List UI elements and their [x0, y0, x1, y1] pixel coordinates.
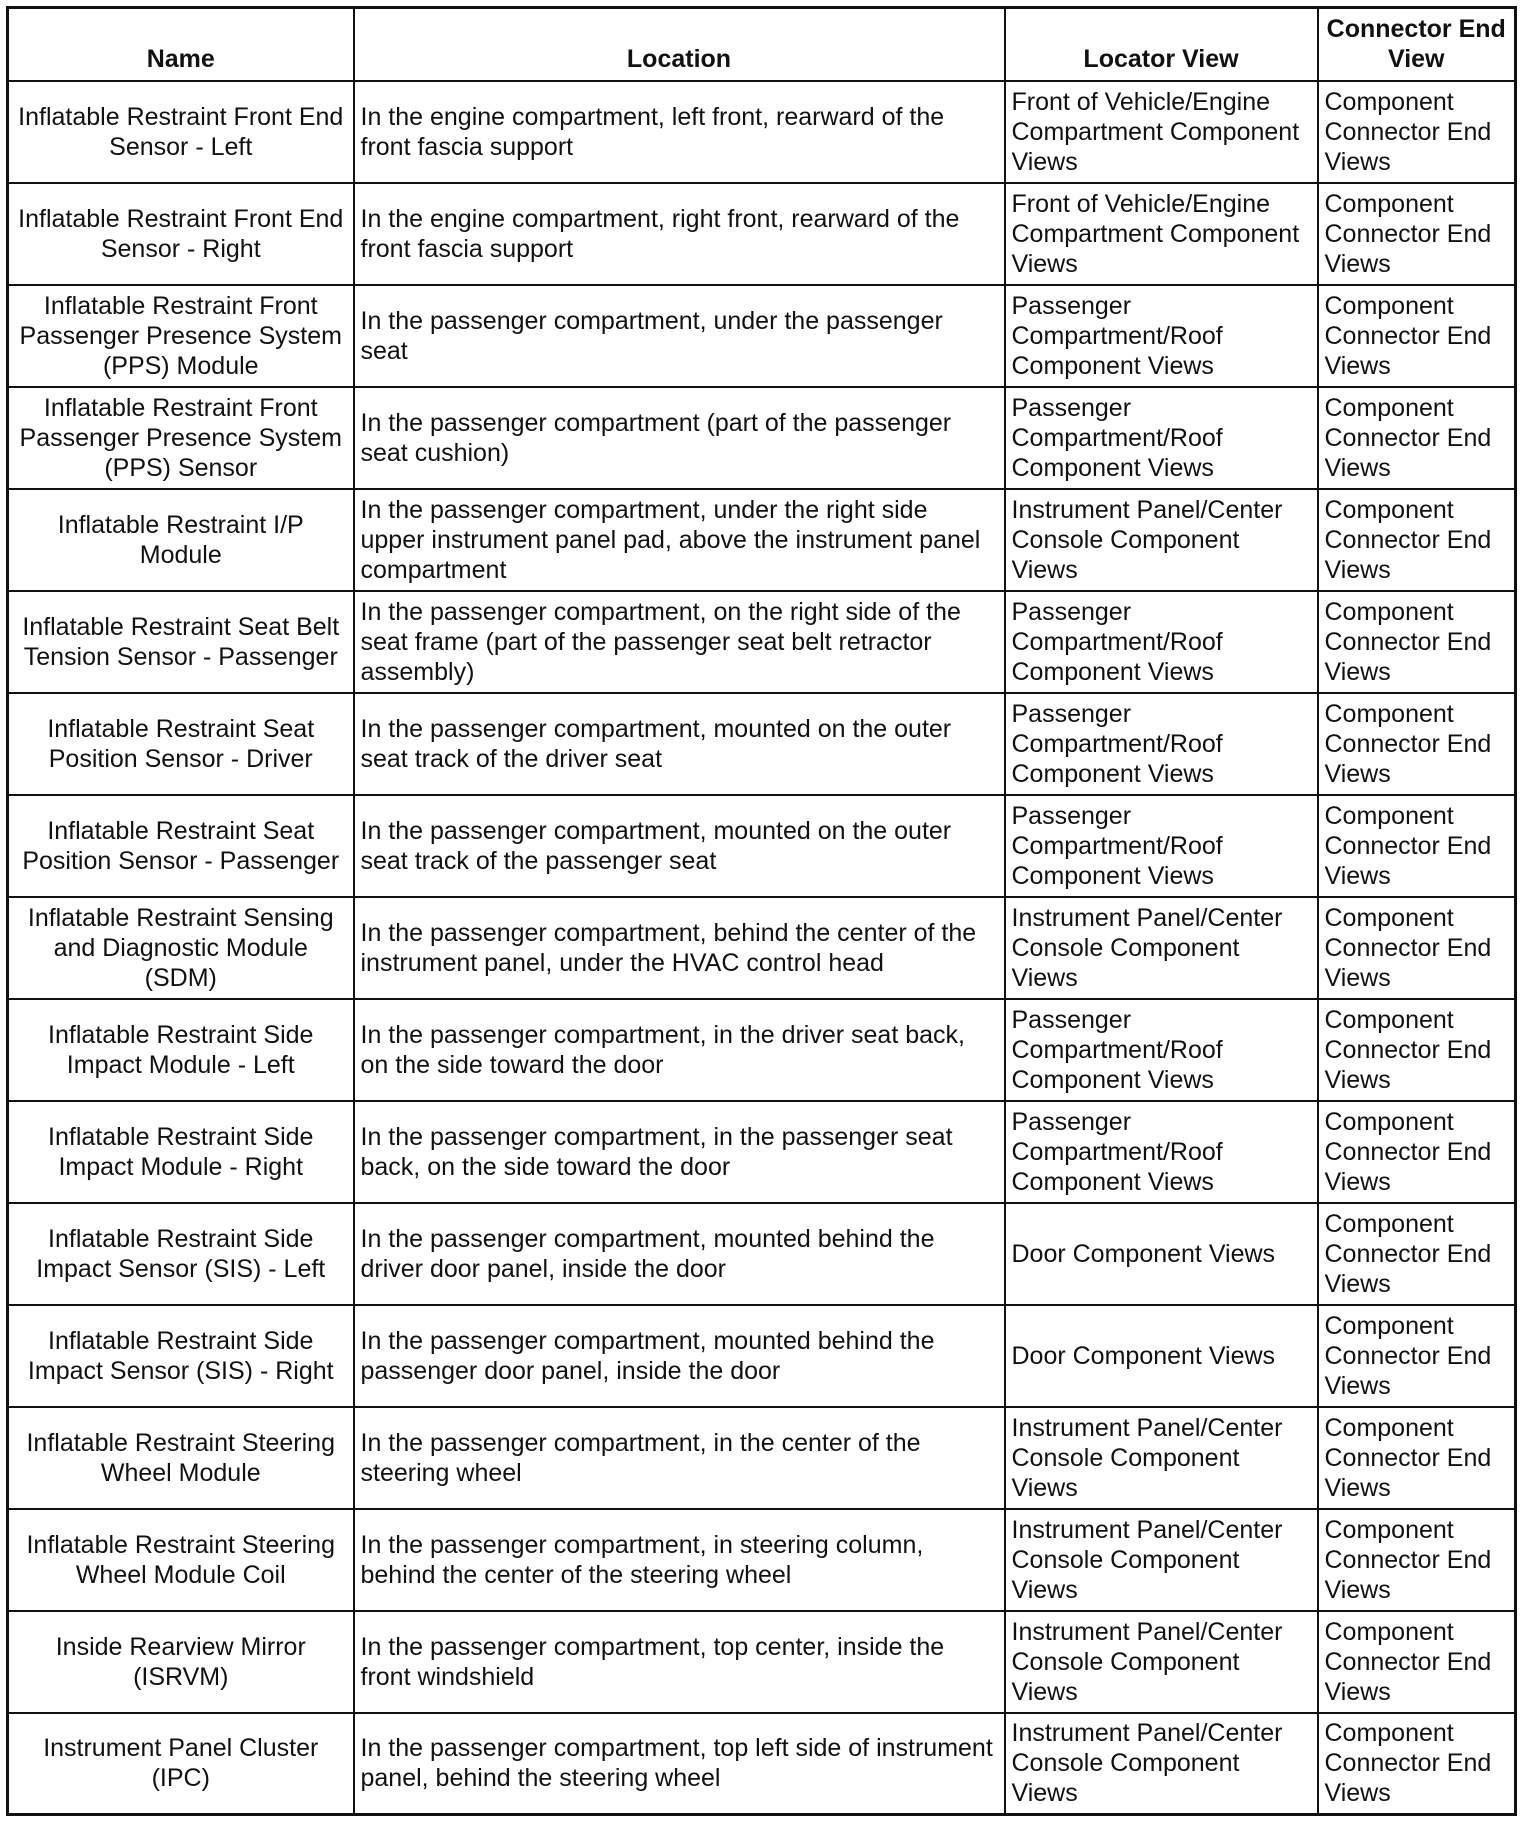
connector-end-view-cell: Component Connector End Views — [1318, 1407, 1516, 1509]
location-cell: In the passenger compartment, mounted behind the driver door panel, inside the door — [354, 1203, 1005, 1305]
name-cell: Inflatable Restraint Seat Belt Tension Sensor - Passenger — [8, 591, 354, 693]
name-cell: Inflatable Restraint Steering Wheel Module Coil — [8, 1509, 354, 1611]
location-cell: In the passenger compartment, in the driver seat back, on the side toward the door — [354, 999, 1005, 1101]
locator-view-cell: Instrument Panel/Center Console Component Views — [1005, 1713, 1318, 1815]
location-cell: In the passenger compartment, under the right side upper instrument panel pad, above the instrument panel compartment — [354, 489, 1005, 591]
locator-view-cell: Front of Vehicle/Engine Compartment Component Views — [1005, 183, 1318, 285]
connector-end-view-cell: Component Connector End Views — [1318, 387, 1516, 489]
column-header-connector-end-view: Connector End View — [1318, 8, 1516, 81]
location-cell: In the engine compartment, right front, rearward of the front fascia support — [354, 183, 1005, 285]
connector-end-view-cell: Component Connector End Views — [1318, 693, 1516, 795]
column-header-location: Location — [354, 8, 1005, 81]
table-row — [8, 1407, 1516, 1509]
connector-end-view-cell: Component Connector End Views — [1318, 285, 1516, 387]
table-row — [8, 1305, 1516, 1407]
table-row — [8, 1713, 1516, 1815]
location-cell: In the passenger compartment, mounted on the outer seat track of the driver seat — [354, 693, 1005, 795]
connector-end-view-cell: Component Connector End Views — [1318, 1713, 1516, 1815]
name-cell: Inflatable Restraint Side Impact Module - Left — [8, 999, 354, 1101]
name-cell: Inflatable Restraint Side Impact Module - Right — [8, 1101, 354, 1203]
column-header-name: Name — [8, 8, 354, 81]
location-cell: In the passenger compartment, on the right side of the seat frame (part of the passenger seat belt retractor assembly) — [354, 591, 1005, 693]
table-row — [8, 285, 1516, 387]
locator-view-cell: Passenger Compartment/Roof Component Views — [1005, 795, 1318, 897]
connector-end-view-cell: Component Connector End Views — [1318, 1203, 1516, 1305]
locator-view-cell: Front of Vehicle/Engine Compartment Component Views — [1005, 81, 1318, 183]
name-cell: Inflatable Restraint I/P Module — [8, 489, 354, 591]
location-cell: In the passenger compartment, top center, inside the front windshield — [354, 1611, 1005, 1713]
table-body — [8, 81, 1516, 1815]
table-row — [8, 693, 1516, 795]
table-row — [8, 897, 1516, 999]
table-row — [8, 387, 1516, 489]
connector-end-view-cell: Component Connector End Views — [1318, 1611, 1516, 1713]
name-cell: Inside Rearview Mirror (ISRVM) — [8, 1611, 354, 1713]
connector-end-view-cell: Component Connector End Views — [1318, 795, 1516, 897]
location-cell: In the passenger compartment, under the passenger seat — [354, 285, 1005, 387]
connector-end-view-cell: Component Connector End Views — [1318, 999, 1516, 1101]
header-row — [8, 8, 1516, 81]
name-cell: Instrument Panel Cluster (IPC) — [8, 1713, 354, 1815]
component-locator-table — [6, 6, 1517, 1816]
name-cell: Inflatable Restraint Side Impact Sensor (SIS) - Left — [8, 1203, 354, 1305]
table-row — [8, 795, 1516, 897]
name-cell: Inflatable Restraint Sensing and Diagnostic Module (SDM) — [8, 897, 354, 999]
connector-end-view-cell: Component Connector End Views — [1318, 489, 1516, 591]
locator-view-cell: Instrument Panel/Center Console Component Views — [1005, 1407, 1318, 1509]
locator-view-cell: Passenger Compartment/Roof Component Views — [1005, 285, 1318, 387]
name-cell: Inflatable Restraint Seat Position Sensor - Passenger — [8, 795, 354, 897]
location-cell: In the passenger compartment, in the passenger seat back, on the side toward the door — [354, 1101, 1005, 1203]
locator-view-cell: Door Component Views — [1005, 1305, 1318, 1407]
location-cell: In the engine compartment, left front, rearward of the front fascia support — [354, 81, 1005, 183]
table-row — [8, 81, 1516, 183]
table-container — [6, 6, 1517, 1816]
locator-view-cell: Passenger Compartment/Roof Component Views — [1005, 1101, 1318, 1203]
column-header-locator-view: Locator View — [1005, 8, 1318, 81]
connector-end-view-cell: Component Connector End Views — [1318, 1101, 1516, 1203]
name-cell: Inflatable Restraint Steering Wheel Module — [8, 1407, 354, 1509]
name-cell: Inflatable Restraint Side Impact Sensor (SIS) - Right — [8, 1305, 354, 1407]
table-header — [8, 8, 1516, 81]
locator-view-cell: Passenger Compartment/Roof Component Views — [1005, 693, 1318, 795]
table-row — [8, 999, 1516, 1101]
location-cell: In the passenger compartment, top left side of instrument panel, behind the steering wheel — [354, 1713, 1005, 1815]
location-cell: In the passenger compartment, behind the center of the instrument panel, under the HVAC control head — [354, 897, 1005, 999]
connector-end-view-cell: Component Connector End Views — [1318, 1509, 1516, 1611]
name-cell: Inflatable Restraint Front End Sensor - Right — [8, 183, 354, 285]
connector-end-view-cell: Component Connector End Views — [1318, 1305, 1516, 1407]
table-row — [8, 591, 1516, 693]
connector-end-view-cell: Component Connector End Views — [1318, 81, 1516, 183]
locator-view-cell: Passenger Compartment/Roof Component Views — [1005, 591, 1318, 693]
table-row — [8, 1101, 1516, 1203]
locator-view-cell: Door Component Views — [1005, 1203, 1318, 1305]
locator-view-cell: Instrument Panel/Center Console Component Views — [1005, 489, 1318, 591]
locator-view-cell: Instrument Panel/Center Console Component Views — [1005, 897, 1318, 999]
table-row — [8, 1509, 1516, 1611]
table-row — [8, 183, 1516, 285]
locator-view-cell: Passenger Compartment/Roof Component Views — [1005, 999, 1318, 1101]
name-cell: Inflatable Restraint Front Passenger Presence System (PPS) Module — [8, 285, 354, 387]
connector-end-view-cell: Component Connector End Views — [1318, 897, 1516, 999]
table-row — [8, 1611, 1516, 1713]
location-cell: In the passenger compartment (part of the passenger seat cushion) — [354, 387, 1005, 489]
connector-end-view-cell: Component Connector End Views — [1318, 591, 1516, 693]
table-row — [8, 1203, 1516, 1305]
name-cell: Inflatable Restraint Front Passenger Presence System (PPS) Sensor — [8, 387, 354, 489]
locator-view-cell: Instrument Panel/Center Console Component Views — [1005, 1509, 1318, 1611]
locator-view-cell: Instrument Panel/Center Console Component Views — [1005, 1611, 1318, 1713]
location-cell: In the passenger compartment, mounted behind the passenger door panel, inside the door — [354, 1305, 1005, 1407]
location-cell: In the passenger compartment, in steering column, behind the center of the steering wheel — [354, 1509, 1005, 1611]
table-row — [8, 489, 1516, 591]
location-cell: In the passenger compartment, mounted on the outer seat track of the passenger seat — [354, 795, 1005, 897]
name-cell: Inflatable Restraint Seat Position Sensor - Driver — [8, 693, 354, 795]
connector-end-view-cell: Component Connector End Views — [1318, 183, 1516, 285]
locator-view-cell: Passenger Compartment/Roof Component Views — [1005, 387, 1318, 489]
location-cell: In the passenger compartment, in the center of the steering wheel — [354, 1407, 1005, 1509]
name-cell: Inflatable Restraint Front End Sensor - Left — [8, 81, 354, 183]
